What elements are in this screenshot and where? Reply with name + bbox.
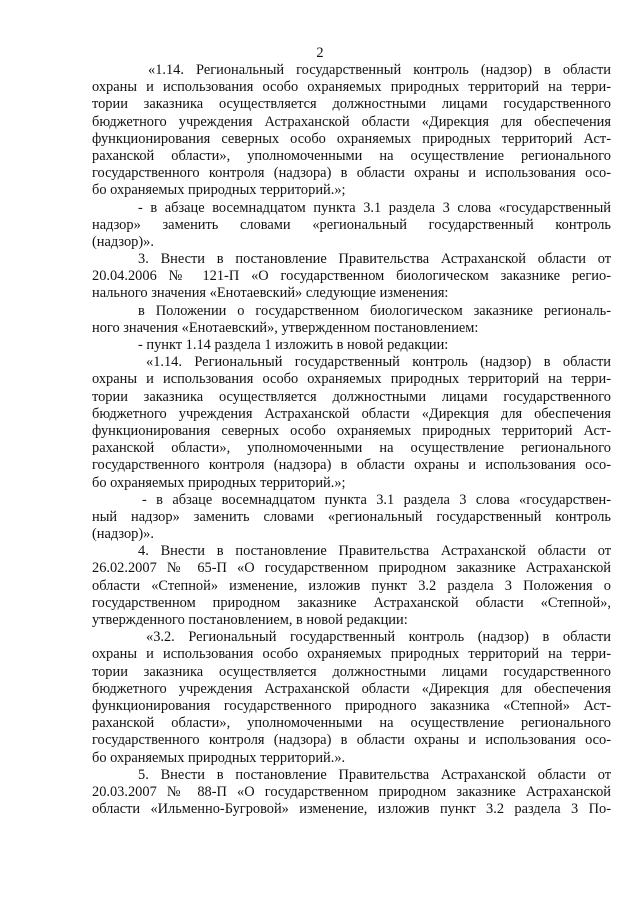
text-line: бо охраняемых природных территорий.». xyxy=(92,749,346,766)
text-line: утвержденного постановлением, в новой редакции: xyxy=(92,612,408,628)
text-line: нального значения «Енотаевский» следующие изменения: xyxy=(92,285,449,302)
text-line: бюджетного учреждения Астраханской области «Дирекция для обеспечения xyxy=(92,680,611,697)
text-line: охраны и использования особо охраняемых природных территорий на терри- xyxy=(92,371,611,388)
page-number: 2 xyxy=(316,45,324,61)
text-line: функционирования северных особо охраняемых природных территорий Аст- xyxy=(92,422,611,439)
text-line: бюджетного учреждения Астраханской области «Дирекция для обеспечения xyxy=(92,405,611,422)
text-line: охраны и использования особо охраняемых природных территорий на терри- xyxy=(92,79,611,96)
text-line: функционирования северных особо охраняемых природных территорий Аст- xyxy=(92,130,611,147)
text-line: «1.14. Региональный государственный контроль (надзор) в области xyxy=(148,62,611,78)
text-line: «1.14. Региональный государственный контроль (надзор) в области xyxy=(146,354,611,371)
text-line: 20.04.2006 № 121-П «О государственном биологическом заказнике регио- xyxy=(92,268,611,285)
text-line: (надзор)». xyxy=(92,233,154,250)
text-line: 26.02.2007 № 65-П «О государственном природном заказнике Астраханской xyxy=(92,560,611,577)
text-line: ный надзор» заменить словами «региональный государственный контроль xyxy=(92,508,611,525)
text-line: области «Степной» изменение, изложив пункт 3.2 раздела 3 Положения о xyxy=(92,577,611,594)
text-line: - пункт 1.14 раздела 1 изложить в новой редакции: xyxy=(138,337,449,353)
text-line: области «Ильменно-Бугровой» изменение, изложив пункт 3.2 раздела 3 По- xyxy=(92,801,611,818)
text-line: государственного контроля (надзора) в области охраны и использования осо- xyxy=(92,732,611,749)
text-line: функционирования государственного природного заказника «Степной» Аст- xyxy=(92,697,611,714)
text-line: тории заказника осуществляется должностными лицами государственного xyxy=(92,663,611,680)
text-line: бо охраняемых природных территорий.»; xyxy=(92,182,346,199)
text-line: охраны и использования особо охраняемых природных территорий на терри- xyxy=(92,646,611,663)
text-line: 4. Внести в постановление Правительства Астраханской области от xyxy=(138,543,611,560)
text-line: в Положении о государственном биологическом заказнике региональ- xyxy=(138,302,611,319)
document-body xyxy=(92,62,611,818)
text-line: тории заказника осуществляется должностными лицами государственного xyxy=(92,388,611,405)
text-line: - в абзаце восемнадцатом пункта 3.1 раздела 3 слова «государствен- xyxy=(142,491,611,508)
text-line: раханской области», уполномоченными на осуществление регионального xyxy=(92,715,611,732)
text-line: (надзор)». xyxy=(92,526,154,543)
text-line: тории заказника осуществляется должностными лицами государственного xyxy=(92,96,611,113)
text-line: «3.2. Региональный государственный контроль (надзор) в области xyxy=(146,629,611,646)
text-line: государственного контроля (надзора) в области охраны и использования осо- xyxy=(92,165,611,182)
text-line: бюджетного учреждения Астраханской области «Дирекция для обеспечения xyxy=(92,113,611,130)
text-line: раханской области», уполномоченными на осуществление регионального xyxy=(92,440,611,457)
text-line: - в абзаце восемнадцатом пункта 3.1 раздела 3 слова «государственный xyxy=(138,199,611,216)
text-line: 20.03.2007 № 88-П «О государственном природном заказнике Астраханской xyxy=(92,783,611,800)
text-line: надзор» заменить словами «региональный государственный контроль xyxy=(92,216,611,233)
text-line: бо охраняемых природных территорий.»; xyxy=(92,474,346,491)
text-line: 5. Внести в постановление Правительства Астраханской области от xyxy=(138,766,611,783)
text-line: ного значения «Енотаевский», утвержденном постановлением: xyxy=(92,319,479,336)
text-line: государственном природном заказнике Астраханской области «Степной», xyxy=(92,594,611,611)
text-line: 3. Внести в постановление Правительства Астраханской области от xyxy=(138,251,611,268)
text-line: государственного контроля (надзора) в области охраны и использования осо- xyxy=(92,457,611,474)
text-line: раханской области», уполномоченными на осуществление регионального xyxy=(92,147,611,164)
